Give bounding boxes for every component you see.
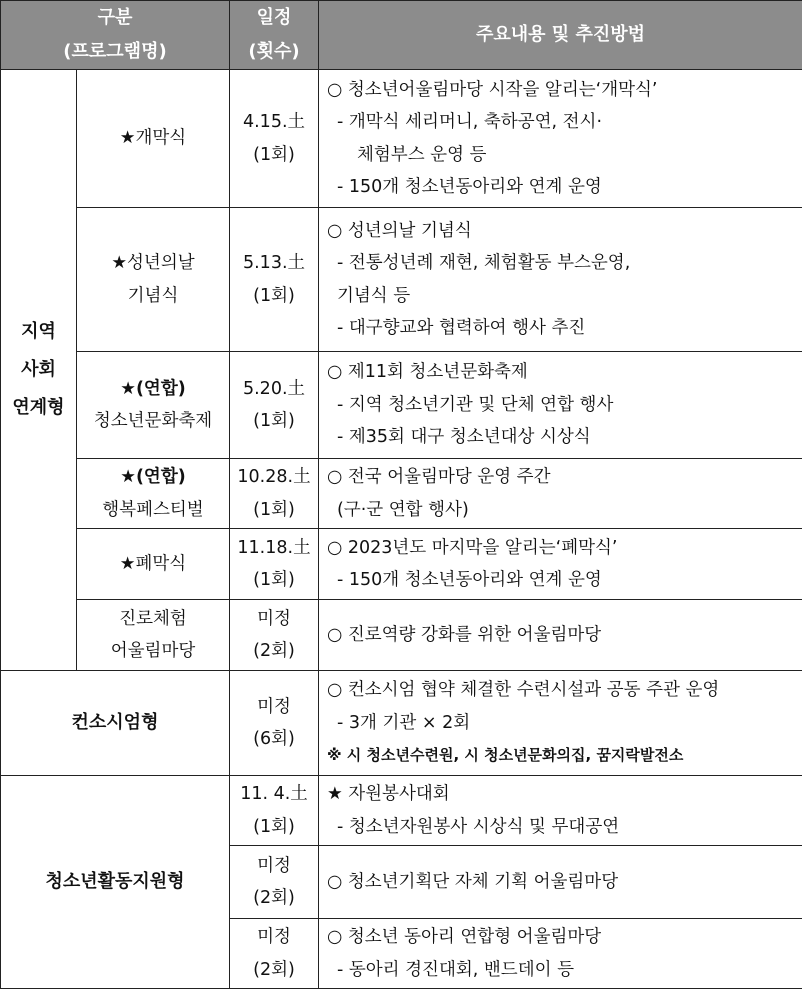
schedule-date: 5.20.土: [242, 378, 306, 399]
table-row: [1, 352, 802, 459]
content-cell: [319, 459, 802, 529]
content-cell: [319, 352, 802, 459]
schedule-count: (1회): [253, 816, 295, 837]
schedule-date: 10.28.土: [237, 467, 311, 488]
group-consortium: 컨소시엄형: [1, 671, 230, 776]
schedule-cell: [230, 776, 319, 846]
content-line: - 전통성년례 재현, 체험활동 부스운영,: [337, 253, 631, 274]
table-row: [1, 600, 802, 671]
header-category-line2: (프로그램명): [63, 41, 167, 62]
schedule-count: (2회): [253, 641, 295, 661]
header-schedule-line1: 일정: [256, 7, 292, 28]
content-line: ○ 청소년 동아리 연합형 어울림마당: [327, 927, 602, 948]
program-name: [77, 70, 230, 208]
content-line: - 동아리 경진대회, 밴드데이 등: [337, 959, 574, 980]
schedule-count: (6회): [253, 729, 295, 749]
content-line: - 대구향교와 협력하여 행사 추진: [337, 317, 586, 338]
program-name-line: 어울림마당: [110, 641, 196, 661]
header-schedule: [230, 1, 319, 70]
content-line: ○ 성년의날 기념식: [327, 220, 472, 241]
content-line: - 청소년자원봉사 시상식 및 무대공연: [337, 816, 620, 837]
program-name-line: 진로체험: [119, 608, 187, 629]
content-line: ○ 진로역량 강화를 위한 어울림마당: [327, 624, 602, 645]
schedule-date: 미정: [257, 696, 291, 717]
content-line: ★ 자원봉사대회: [327, 784, 450, 805]
program-name-line: ★개막식: [119, 128, 187, 149]
program-name-line: 청소년문화축제: [93, 411, 213, 431]
schedule-date: 11. 4.土: [240, 784, 308, 805]
content-line: - 150개 청소년동아리와 연계 운영: [337, 176, 602, 197]
program-name-line: 행복페스티벌: [102, 499, 204, 520]
content-line: - 제35회 대구 청소년대상 시상식: [337, 427, 591, 448]
schedule-cell: [230, 600, 319, 671]
program-name-line: ★폐막식: [119, 553, 187, 574]
header-content: 주요내용 및 추진방법: [319, 1, 802, 70]
content-line: - 개막식 세리머니, 축하공연, 전시·: [337, 112, 603, 133]
program-name-line: ★(연합): [120, 467, 186, 488]
program-name: [77, 529, 230, 600]
content-line: ○ 전국 어울림마당 운영 주간: [327, 467, 551, 488]
content-line: (구·군 연합 행사): [337, 499, 469, 520]
content-cell: [319, 919, 802, 989]
program-name: [77, 600, 230, 671]
content-line: - 150개 청소년동아리와 연계 운영: [337, 570, 602, 590]
schedule-count: (1회): [253, 144, 295, 165]
content-line: ○ 컨소시엄 협약 체결한 수련시설과 공동 주관 운영: [327, 680, 720, 701]
schedule-cell: [230, 459, 319, 529]
content-line: - 3개 기관 × 2회: [337, 712, 471, 733]
schedule-cell: [230, 846, 319, 919]
schedule-cell: [230, 919, 319, 989]
schedule-date: 미정: [257, 855, 291, 876]
schedule-date: 미정: [257, 608, 291, 629]
schedule-cell: [230, 70, 319, 208]
schedule-count: (2회): [253, 959, 295, 980]
schedule-cell: [230, 671, 319, 776]
schedule-count: (1회): [253, 499, 295, 520]
content-cell: [319, 600, 802, 671]
content-line: 기념식 등: [337, 285, 411, 306]
table-row: [1, 529, 802, 600]
note-line: ※ 시 청소년수련원, 시 청소년문화의집, 꿈지락발전소: [327, 746, 684, 765]
content-cell: [319, 208, 802, 352]
header-category-line1: 구분: [97, 7, 133, 28]
schedule-date: 미정: [257, 927, 291, 948]
schedule-count: (1회): [253, 570, 295, 590]
content-line: ○ 2023년도 마지막을 알리는‘폐막식’: [327, 537, 618, 558]
schedule-count: (1회): [253, 411, 295, 431]
program-name: [77, 208, 230, 352]
content-line: ○ 청소년기획단 자체 기획 어울림마당: [327, 871, 619, 892]
content-cell: [319, 776, 802, 846]
content-line: ○ 제11회 청소년문화축제: [327, 362, 528, 383]
program-name-line: ★(연합): [120, 378, 186, 399]
table-row: [1, 459, 802, 529]
group-local-line3: 연계형: [12, 397, 65, 418]
table-row: [1, 776, 802, 846]
group-local-line2: 사회: [21, 359, 56, 380]
group-local-line1: 지역: [21, 321, 56, 342]
content-line: - 지역 청소년기관 및 단체 연합 행사: [337, 394, 614, 415]
schedule-date: 11.18.土: [237, 537, 311, 558]
header-schedule-line2: (횟수): [248, 41, 300, 62]
content-cell: [319, 846, 802, 919]
schedule-date: 5.13.土: [242, 253, 306, 274]
content-line: ○ 청소년어울림마당 시작을 알리는‘개막식’: [327, 79, 658, 100]
program-name: [77, 459, 230, 529]
program-name: [77, 352, 230, 459]
schedule-cell: [230, 529, 319, 600]
group-local: [1, 70, 77, 671]
content-cell: [319, 70, 802, 208]
content-line: 체험부스 운영 등: [357, 144, 487, 165]
header-category: [1, 1, 230, 70]
schedule-count: (2회): [253, 888, 295, 908]
table-header-row: [1, 1, 802, 70]
schedule-cell: [230, 352, 319, 459]
table-row: [1, 671, 802, 776]
table-row: [1, 70, 802, 208]
schedule-count: (1회): [253, 285, 295, 306]
schedule-date: 4.15.土: [242, 112, 306, 133]
table-row: [1, 208, 802, 352]
schedule-cell: [230, 208, 319, 352]
program-name-line: 기념식: [127, 285, 179, 306]
content-cell: [319, 529, 802, 600]
content-cell: [319, 671, 802, 776]
group-support: 청소년활동지원형: [1, 776, 230, 989]
program-name-line: ★성년의날: [111, 253, 195, 274]
